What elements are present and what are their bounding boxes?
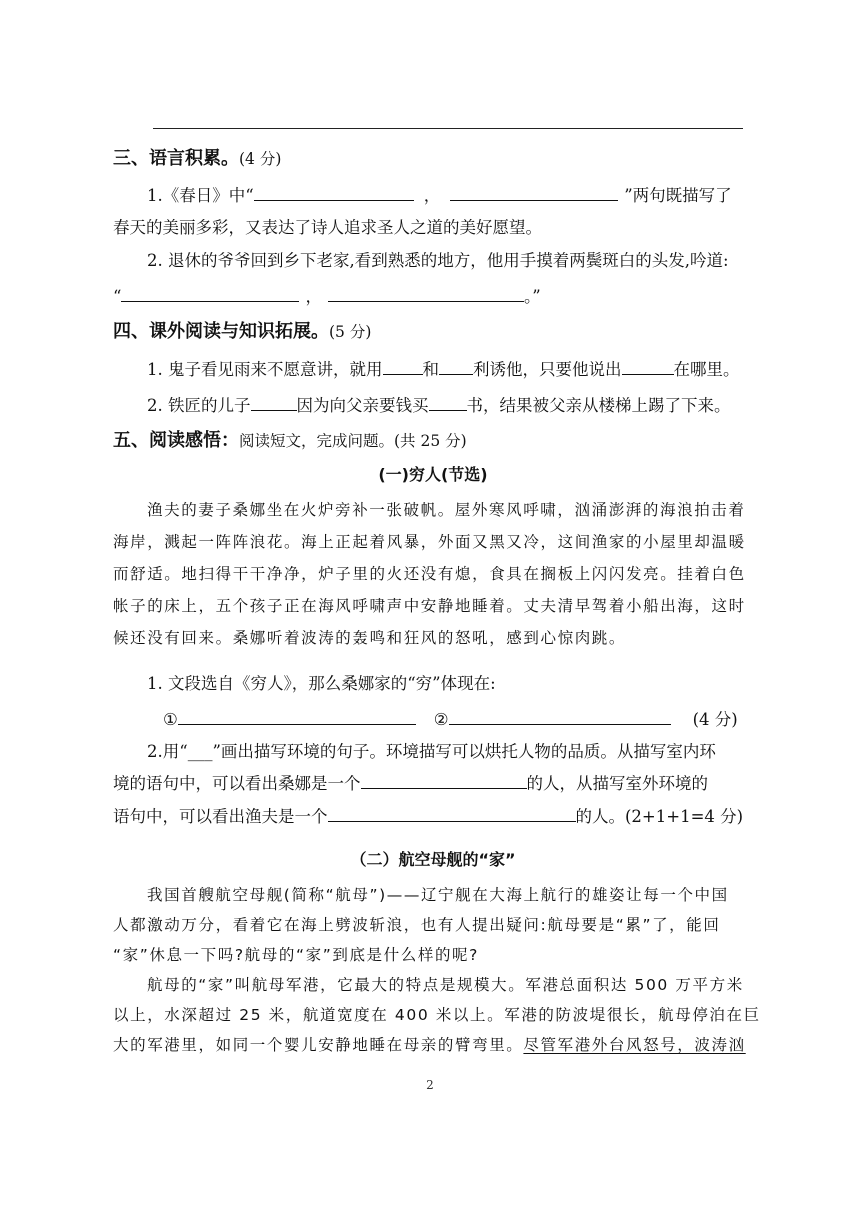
answer-blank[interactable]	[622, 358, 674, 375]
section4-q2: 2. 铁匠的儿子 因为向父亲要钱买 书，结果被父亲从楼梯上踢了下来。	[147, 396, 731, 415]
answer-blank[interactable]	[328, 285, 524, 302]
answer-blank[interactable]	[429, 394, 467, 411]
section5-q1: 1. 文段选自《穷人》，那么桑娜家的“穷”体现在:	[147, 674, 496, 693]
passage2-line: 航母的“家”叫航母军港，它最大的特点是规模大。军港总面积达 500 万平方米	[147, 976, 744, 994]
passage1-line: 海岸，溅起一阵阵浪花。海上正起着风暴，外面又黑又冷，这间渔家的小屋里却温暖	[113, 533, 746, 551]
answer-blank[interactable]	[178, 708, 416, 725]
passage2-line: “家”休息一下吗?航母的“家”到底是什么样的呢?	[113, 946, 479, 964]
section4-heading: 四、课外阅读与知识拓展。(5 分)	[113, 321, 372, 342]
passage2-line: 以上，水深超过 25 米，航道宽度在 400 米以上。军港的防波堤很长，航母停泊在巨	[113, 1006, 761, 1024]
section3-q2: 2. 退休的爷爷回到乡下老家,看到熟悉的地方，他用手摸着两鬓斑白的头发,吟道:	[147, 251, 729, 270]
passage2-line: 我国首艘航空母舰(简称“航母”)——辽宁舰在大海上航行的雄姿让每一个中国	[147, 886, 729, 904]
section5-q2: 2.用“___”画出描写环境的句子。环境描写可以烘托人物的品质。从描写室内环	[147, 742, 716, 761]
section5-q1-blanks: ① ② (4 分)	[163, 710, 738, 729]
answer-blank[interactable]	[121, 285, 299, 302]
section3-heading: 三、语言积累。(4 分)	[113, 148, 282, 169]
answer-blank[interactable]	[254, 184, 414, 201]
answer-blank[interactable]	[449, 708, 671, 725]
answer-blank[interactable]	[361, 772, 527, 789]
passage1-line: 帐子的床上，五个孩子正在海风呼啸声中安静地睡着。丈夫清早驾着小船出海，这时	[113, 597, 746, 615]
passage2-title: （二）航空母舰的“家”	[350, 850, 516, 869]
section5-heading: 五、阅读感悟：阅读短文，完成问题。(共 25 分)	[113, 430, 467, 451]
section5-q2-cont2: 语句中，可以看出渔夫是一个 的人。(2+1+1=4 分)	[113, 807, 744, 826]
section5-q2-cont: 境的语句中，可以看出桑娜是一个 的人，从描写室外环境的	[113, 774, 708, 793]
passage1-line: 候还没有回来。桑娜听着波涛的轰鸣和狂风的怒吼，感到心惊肉跳。	[113, 629, 627, 647]
passage2-line: 大的军港里，如同一个婴儿安静地睡在母亲的臂弯里。尽管军港外台风怒号，波涛汹	[113, 1036, 746, 1054]
page-number: 2	[426, 1078, 434, 1092]
passage1-line: 而舒适。地扫得干干净净，炉子里的火还没有熄，食具在搁板上闪闪发亮。挂着白色	[113, 565, 746, 583]
answer-blank[interactable]	[328, 805, 576, 822]
underlined-sentence: 尽管军港外台风怒号，波涛汹	[523, 1036, 746, 1054]
top-rule	[153, 128, 743, 129]
answer-blank[interactable]	[383, 358, 423, 375]
passage1-line: 渔夫的妻子桑娜坐在火炉旁补一张破帆。屋外寒风呼啸，汹涌澎湃的海浪拍击着	[147, 501, 746, 519]
answer-blank[interactable]	[251, 394, 297, 411]
section3-q1: 1.《春日》中“ ， ”两句既描写了	[147, 186, 732, 205]
section3-q2-blanks: “ ， 。”	[113, 287, 541, 306]
passage2-line: 人都激动万分，看着它在海上劈波斩浪，也有人提出疑问:航母要是“累”了，能回	[113, 916, 721, 934]
answer-blank[interactable]	[439, 358, 473, 375]
passage1-title: (一)穷人(节选)	[378, 465, 488, 484]
answer-blank[interactable]	[450, 184, 618, 201]
section4-q1: 1. 鬼子看见雨来不愿意讲，就用 和 利诱他，只要他说出 在哪里。	[147, 360, 740, 379]
section3-q1-cont: 春天的美丽多彩，又表达了诗人追求圣人之道的美好愿望。	[113, 218, 542, 237]
